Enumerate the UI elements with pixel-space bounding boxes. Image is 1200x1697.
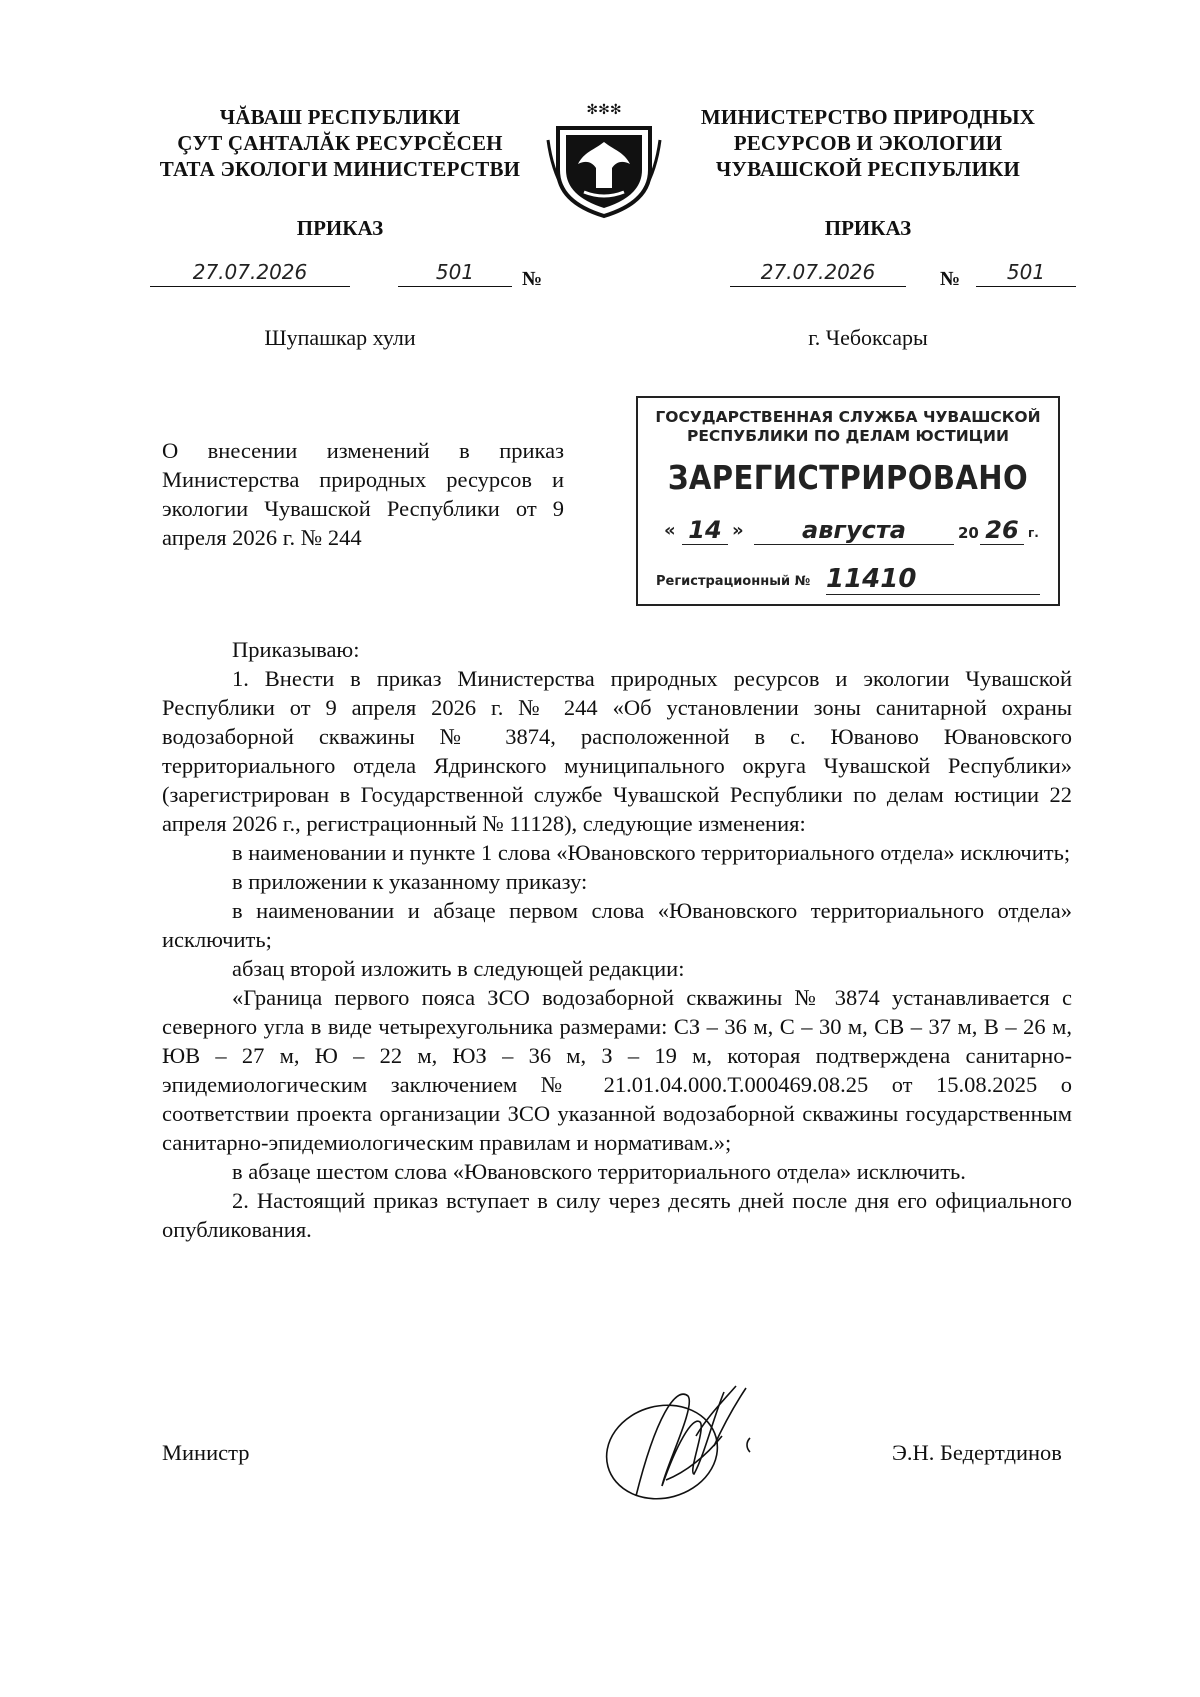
stamp-date-row — [664, 516, 1044, 548]
stamp-month: августа — [754, 516, 954, 545]
order-body — [162, 635, 1072, 1244]
order-subject: О внесении изменений в приказ Министерства природных ресурсов и экологии Чувашской Республики от 9 апреля 2026 г. № 244 — [162, 438, 564, 550]
header-right — [666, 104, 1070, 182]
stamp-line1: ГОСУДАРСТВЕННАЯ СЛУЖБА ЧУВАШСКОЙ — [655, 408, 1041, 426]
prikaz-title-right: ПРИКАЗ — [824, 216, 912, 240]
stamp-day: 14 — [682, 516, 728, 545]
number-sign-left: № — [522, 268, 543, 290]
header-left-line1: ЧĂВАШ РЕСПУБЛИКИ — [219, 105, 461, 129]
date-field-right — [730, 258, 906, 287]
header-left-line3: ТАТА ЭКОЛОГИ МИНИСТЕРСТВИ — [159, 157, 521, 181]
stamp-reg-label: Регистрационный № — [656, 574, 811, 589]
number-right: 501 — [1006, 260, 1046, 284]
body-paragraph-7: в абзаце шестом слова «Ювановского территориального отдела» исключить. — [232, 1159, 966, 1184]
number-field-right — [976, 258, 1076, 287]
stamp-year-g: г. — [1028, 526, 1039, 540]
body-paragraph-1: 1. Внести в приказ Министерства природных ресурсов и экологии Чувашской Республики от 9 апреля 2026 г. № 244 «Об установлении зоны санитарной охраны водозаборной скважины № 3874, расположенной в с. Юваново Ювановского территориального отдела Ядринского муниципального округа Чувашской Республики» (зарегистрирован в Государственной службе Чувашской Республики по делам юстиции 22 апреля 2026 г., регистрационный № 11128), следующие изменения: — [162, 666, 1072, 836]
header-right-line3: ЧУВАШСКОЙ РЕСПУБЛИКИ — [715, 157, 1021, 181]
prikaz-title-left: ПРИКАЗ — [296, 216, 384, 240]
city-right: г. Чебоксары — [808, 325, 928, 350]
stamp-year-suffix: 26 — [980, 516, 1024, 545]
handwritten-signature-icon — [596, 1376, 766, 1516]
number-sign-right: № — [940, 268, 961, 290]
stamp-reg-number: 11410 — [826, 564, 1040, 595]
date-field-left — [150, 258, 350, 287]
stamp-line2: РЕСПУБЛИКИ ПО ДЕЛАМ ЮСТИЦИИ — [686, 427, 1009, 445]
body-paragraph-8: 2. Настоящий приказ вступает в силу через десять дней после дня его официального опубликования. — [162, 1188, 1072, 1242]
number-left: 501 — [435, 260, 475, 284]
date-left: 27.07.2026 — [192, 260, 308, 284]
body-order-word: Приказываю: — [232, 637, 360, 662]
stamp-close-quote: » — [732, 520, 744, 541]
date-right: 27.07.2026 — [760, 260, 876, 284]
registration-stamp — [636, 396, 1060, 606]
body-paragraph-4: в наименовании и абзаце первом слова «Ювановского территориального отдела» исключить; — [162, 898, 1072, 952]
body-paragraph-3: в приложении к указанному приказу: — [232, 869, 588, 894]
signature-position: Министр — [162, 1440, 250, 1465]
number-field-left — [398, 258, 512, 287]
header-right-line2: РЕСУРСОВ И ЭКОЛОГИИ — [733, 131, 1003, 155]
body-paragraph-6: «Граница первого пояса ЗСО водозаборной скважины № 3874 устанавливается с северного угла в виде четырехугольника размерами: СЗ – 36 м, С – 30 м, СВ – 37 м, В – 26 м, ЮВ – 27 м, Ю – 22 м, ЮЗ – 36 м, З – 19 м, которая подтверждена санитарно-эпидемиологическим заключением № 21.01.04.000.Т.000469.08.25 от 15.08.2025 о соответствии проекта организации ЗСО указанной водозаборной скважины государственным санитарно-эпидемиологическим правилам и нормативам.»; — [162, 985, 1072, 1155]
stamp-status: ЗАРЕГИСТРИРОВАНО — [667, 458, 1029, 497]
stamp-reg-row — [656, 564, 1046, 594]
stamp-year-prefix: 20 — [958, 524, 979, 542]
chuvash-coat-of-arms-icon — [544, 100, 664, 220]
stamp-open-quote: « — [664, 520, 676, 541]
signature-name: Э.Н. Бедертдинов — [892, 1440, 1062, 1465]
header-left — [150, 104, 530, 182]
header-left-line2: ÇУТ ÇАНТАЛĂК РЕСУРСĚСЕН — [177, 131, 503, 155]
body-paragraph-2: в наименовании и пункте 1 слова «Ювановского территориального отдела» исключить; — [232, 840, 1071, 865]
header-right-line1: МИНИСТЕРСТВО ПРИРОДНЫХ — [700, 105, 1036, 129]
svg-text:✻✻✻: ✻✻✻ — [586, 102, 622, 118]
body-paragraph-5: абзац второй изложить в следующей редакции: — [232, 956, 685, 981]
city-left: Шупашкар хули — [264, 325, 416, 350]
